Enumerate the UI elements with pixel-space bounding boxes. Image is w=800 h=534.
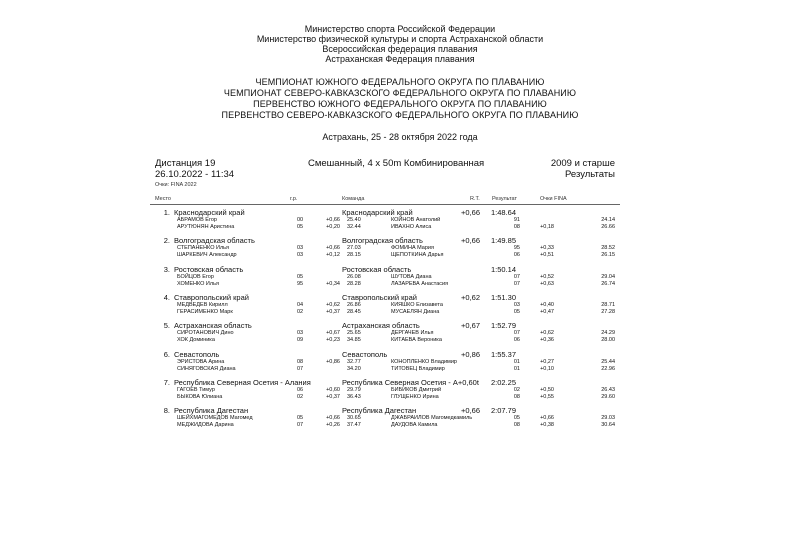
team-name-2: Ставропольский край — [342, 293, 417, 302]
col-points: Очки FINA — [540, 196, 567, 202]
swimmer-rt: +0,37 — [326, 394, 340, 400]
team-name: Ставропольский край — [174, 293, 249, 302]
swimmer-year: 00 — [297, 217, 304, 223]
team-name-2: Республика Северная Осетия - А+0,60t — [342, 378, 479, 387]
swimmer-split: 30.65 — [347, 415, 361, 421]
swimmer-name: СИНЯГОВСКАЯ Диана — [177, 366, 236, 372]
swimmer-rt-2: +0,27 — [540, 359, 554, 365]
team-name-2: Краснодарский край — [342, 208, 413, 217]
swimmer-split: 37.47 — [347, 422, 361, 428]
swimmer-rt-2: +0,47 — [540, 309, 554, 315]
distance-label: Дистанция 19 — [155, 158, 216, 169]
swimmer-name-2: БИБИКОВ Дмитрий — [391, 387, 442, 393]
swimmer-split: 26.86 — [347, 302, 361, 308]
swimmer-year-2: 91 — [513, 217, 520, 223]
team-place: 6. — [163, 350, 170, 359]
team-rt: +0,62 — [461, 293, 480, 302]
swimmer-rt: +0,37 — [326, 309, 340, 315]
swimmer-name: ШЕЙХМАГОМЕДОВ Магомед — [177, 415, 253, 421]
team-result: 1:55.37 — [491, 350, 517, 359]
swimmer-rt-2: +0,52 — [540, 274, 554, 280]
points-note: Очки: FINA 2022 — [155, 182, 197, 188]
swimmer-name: АРУТЮНЯН Аристина — [177, 224, 235, 230]
swimmer-name-2: КИЯШКО Елизавета — [391, 302, 443, 308]
swimmer-split: 28.28 — [347, 281, 361, 287]
swimmer-year-2: 02 — [513, 387, 520, 393]
title-line-2: ЧЕМПИОНАТ СЕВЕРО-КАВКАЗСКОГО ФЕДЕРАЛЬНОГО ОКРУГА ПО ПЛАВАНИЮ — [223, 88, 577, 98]
swimmer-rt: +0,20 — [326, 224, 340, 230]
swimmer-year-2: 08 — [513, 422, 520, 428]
swimmer-name-2: ДЖАБРАИЛОВ Магомедкамиль — [391, 415, 473, 421]
swimmer-year-2: 08 — [513, 224, 520, 230]
swimmer-split: 28.45 — [347, 309, 361, 315]
col-place: Место — [155, 196, 171, 202]
swimmer-points: 28.71 — [601, 302, 615, 308]
team-place: 2. — [163, 236, 170, 245]
swimmer-rt-2: +0,51 — [540, 252, 554, 258]
swimmer-name-2: МУСАЕЛЯН Диана — [391, 309, 440, 315]
team-name: Ростовская область — [174, 265, 244, 274]
age-group: 2009 и старше — [550, 158, 615, 169]
team-name: Республика Дагестан — [174, 406, 249, 415]
swimmer-year: 95 — [297, 281, 304, 287]
swimmer-rt-2: +0,66 — [540, 415, 554, 421]
swimmer-rt-2: +0,55 — [540, 394, 554, 400]
swimmer-name-2: ФОМИНА Мария — [391, 245, 434, 251]
team-rt: +0,66 — [461, 406, 480, 415]
location-date: Астрахань, 25 - 28 октября 2022 года — [322, 132, 478, 142]
swimmer-year-2: 01 — [513, 366, 520, 372]
swimmer-name-2: ДАУДОВА Камила — [391, 422, 438, 428]
swimmer-year-2: 07 — [513, 281, 520, 287]
title-line-3: ПЕРВЕНСТВО ЮЖНОГО ФЕДЕРАЛЬНОГО ОКРУГА ПО ПЛАВАНИЮ — [253, 99, 547, 109]
swimmer-year-2: 95 — [513, 245, 520, 251]
team-place: 5. — [163, 321, 170, 330]
swimmer-rt-2: +0,33 — [540, 245, 554, 251]
swimmer-points: 24.29 — [601, 330, 615, 336]
event-name: Смешанный, 4 х 50m Комбинированная — [308, 158, 485, 169]
swimmer-year: 02 — [297, 309, 304, 315]
team-result: 2:07.79 — [491, 406, 517, 415]
swimmer-year: 05 — [297, 224, 304, 230]
team-name-2: Республика Дагестан — [342, 406, 417, 415]
swimmer-name-2: КИТАЕВА Вероника — [391, 337, 442, 343]
team-name-2: Волгоградская область — [342, 236, 423, 245]
swimmer-name: ХОМЕНКО Илья — [177, 281, 219, 287]
swimmer-year-2: 07 — [513, 274, 520, 280]
swimmer-points: 29.60 — [601, 394, 615, 400]
event-datetime: 26.10.2022 - 11:34 — [155, 169, 235, 180]
team-rt: +0,67 — [461, 321, 480, 330]
swimmer-split: 32.77 — [347, 359, 361, 365]
swimmer-split: 32.44 — [347, 224, 361, 230]
swimmer-year: 05 — [297, 415, 304, 421]
swimmer-points: 26.15 — [601, 252, 615, 258]
col-result: Результат — [492, 196, 518, 202]
swimmer-year: 07 — [297, 422, 304, 428]
swimmer-points: 28.00 — [601, 337, 615, 343]
title-line-4: ПЕРВЕНСТВО СЕВЕРО-КАВКАЗСКОГО ФЕДЕРАЛЬНОГО ОКРУГА ПО ПЛАВАНИЮ — [221, 110, 579, 120]
swimmer-name: ГАГОЕВ Тимур — [177, 387, 215, 393]
title-line-1: ЧЕМПИОНАТ ЮЖНОГО ФЕДЕРАЛЬНОГО ОКРУГА ПО ПЛАВАНИЮ — [255, 77, 545, 87]
team-place: 1. — [163, 208, 170, 217]
team-name-2: Астраханская область — [342, 321, 420, 330]
swimmer-name: БЫКОВА Юлиана — [177, 394, 223, 400]
swimmer-split: 27.03 — [347, 245, 361, 251]
swimmer-name-2: ЛАЗАРЕВА Анастасия — [391, 281, 449, 287]
swimmer-rt: +0,23 — [326, 337, 340, 343]
swimmer-name-2: ТИТОВЕЦ Владимир — [391, 366, 445, 372]
header-divider — [150, 204, 620, 205]
swimmer-rt: +0,60 — [326, 387, 340, 393]
team-place: 4. — [163, 293, 170, 302]
team-name-2: Севастополь — [342, 350, 388, 359]
swimmer-rt: +0,86 — [326, 359, 340, 365]
swimmer-year-2: 05 — [513, 309, 520, 315]
swimmer-rt-2: +0,63 — [540, 281, 554, 287]
swimmer-rt-2: +0,18 — [540, 224, 554, 230]
swimmer-split: 36.43 — [347, 394, 361, 400]
swimmer-rt: +0,66 — [326, 217, 340, 223]
team-name: Астраханская область — [174, 321, 252, 330]
team-name: Волгоградская область — [174, 236, 255, 245]
swimmer-split: 26.08 — [347, 274, 361, 280]
swimmer-name: АБРАМОВ Егор — [177, 217, 217, 223]
col-year: г.р. — [290, 196, 298, 202]
swimmer-points: 29.03 — [601, 415, 615, 421]
swimmer-name: ГЕРАСИМЕНКО Марк — [177, 309, 233, 315]
org-line-3: Всероссийская федерация плавания — [322, 44, 478, 54]
swimmer-name-2: ШУТОВА Диана — [391, 274, 432, 280]
swimmer-split: 34.20 — [347, 366, 361, 372]
swimmer-points: 26.66 — [601, 224, 615, 230]
swimmer-name: БОЙЦОВ Егор — [177, 274, 214, 280]
org-line-4: Астраханская Федерация плавания — [325, 54, 475, 64]
swimmer-name: СТЕПАНЕНКО Илья — [177, 245, 230, 251]
swimmer-name-2: КОНОПЛЕНКО Владимир — [391, 359, 457, 365]
swimmer-split: 29.79 — [347, 387, 361, 393]
swimmer-year: 02 — [297, 394, 304, 400]
swimmer-rt: +0,12 — [326, 252, 340, 258]
swimmer-year: 07 — [297, 366, 304, 372]
swimmer-rt: +0,62 — [326, 302, 340, 308]
swimmer-name: МЕДВЕДЕВ Кирилл — [177, 302, 228, 308]
swimmer-rt-2: +0,50 — [540, 387, 554, 393]
team-result: 1:51.30 — [491, 293, 517, 302]
swimmer-rt-2: +0,10 — [540, 366, 554, 372]
swimmer-name-2: ГЛУЩЕНКО Ирина — [391, 394, 439, 400]
swimmer-year: 03 — [297, 245, 304, 251]
team-name: Республика Северная Осетия - Алания — [174, 378, 311, 387]
org-line-2: Министерство физической культуры и спорта Астраханской области — [256, 34, 544, 44]
swimmer-points: 26.43 — [601, 387, 615, 393]
swimmer-rt: +0,66 — [326, 245, 340, 251]
swimmer-name: МЕДЖИДОВА Дарина — [177, 422, 234, 428]
team-result: 1:50.14 — [491, 265, 517, 274]
swimmer-name: ЭРИСТОВА Арина — [177, 359, 225, 365]
swimmer-name-2: ЩЕПОТКИНА Дарья — [391, 252, 444, 258]
swimmer-year-2: 03 — [513, 302, 520, 308]
swimmer-year: 04 — [297, 302, 304, 308]
team-name: Краснодарский край — [174, 208, 245, 217]
swimmer-points: 28.52 — [601, 245, 615, 251]
swimmer-name: ШАРКЕВИЧ Александр — [177, 252, 237, 258]
swimmer-name: СИРОТАНОВИЧ Дино — [177, 330, 234, 336]
team-place: 7. — [163, 378, 170, 387]
swimmer-name-2: ИВАХНО Алиса — [391, 224, 432, 230]
swimmer-rt-2: +0,38 — [540, 422, 554, 428]
swimmer-split: 28.15 — [347, 252, 361, 258]
swimmer-points: 22.96 — [601, 366, 615, 372]
results-status: Результаты — [564, 169, 615, 180]
swimmer-name-2: ДЕРГАЧЕВ Илья — [391, 330, 434, 336]
team-result: 2:02.25 — [491, 378, 517, 387]
swimmer-year-2: 06 — [513, 252, 520, 258]
team-place: 3. — [163, 265, 170, 274]
swimmer-rt-2: +0,36 — [540, 337, 554, 343]
swimmer-rt: +0,34 — [326, 281, 340, 287]
swimmer-year: 03 — [297, 252, 304, 258]
swimmer-year: 03 — [297, 330, 304, 336]
swimmer-year-2: 07 — [513, 330, 520, 336]
team-result: 1:48.64 — [491, 208, 517, 217]
swimmer-rt: +0,66 — [326, 415, 340, 421]
team-name: Севастополь — [174, 350, 220, 359]
swimmer-points: 26.74 — [601, 281, 615, 287]
swimmer-points: 30.64 — [601, 422, 615, 428]
swimmer-points: 24.14 — [601, 217, 615, 223]
swimmer-split: 34.85 — [347, 337, 361, 343]
col-team: Команда — [342, 196, 365, 202]
team-rt: +0,66 — [461, 208, 480, 217]
swimmer-rt-2: +0,62 — [540, 330, 554, 336]
team-name-2: Ростовская область — [342, 265, 412, 274]
swimmer-split: 25.65 — [347, 330, 361, 336]
col-rt: R.T. — [470, 196, 480, 202]
swimmer-year-2: 06 — [513, 337, 520, 343]
org-line-1: Министерство спорта Российской Федерации — [304, 24, 496, 34]
swimmer-year: 08 — [297, 359, 304, 365]
swimmer-year-2: 01 — [513, 359, 520, 365]
swimmer-year: 05 — [297, 274, 304, 280]
swimmer-year: 06 — [297, 387, 304, 393]
swimmer-name: ХОК Доминика — [177, 337, 215, 343]
swimmer-points: 29.04 — [601, 274, 615, 280]
team-rt: +0,66 — [461, 236, 480, 245]
swimmer-year-2: 08 — [513, 394, 520, 400]
swimmer-year: 09 — [297, 337, 304, 343]
team-rt: +0,86 — [461, 350, 480, 359]
swimmer-rt: +0,26 — [326, 422, 340, 428]
swimmer-name-2: КОЙНОВ Анатолий — [391, 217, 441, 223]
team-place: 8. — [163, 406, 170, 415]
swimmer-points: 25.44 — [601, 359, 615, 365]
team-result: 1:52.79 — [491, 321, 517, 330]
swimmer-rt: +0,67 — [326, 330, 340, 336]
swimmer-year-2: 05 — [513, 415, 520, 421]
swimmer-split: 25.40 — [347, 217, 361, 223]
swimmer-rt-2: +0,40 — [540, 302, 554, 308]
team-result: 1:49.85 — [491, 236, 517, 245]
swimmer-points: 27.28 — [601, 309, 615, 315]
